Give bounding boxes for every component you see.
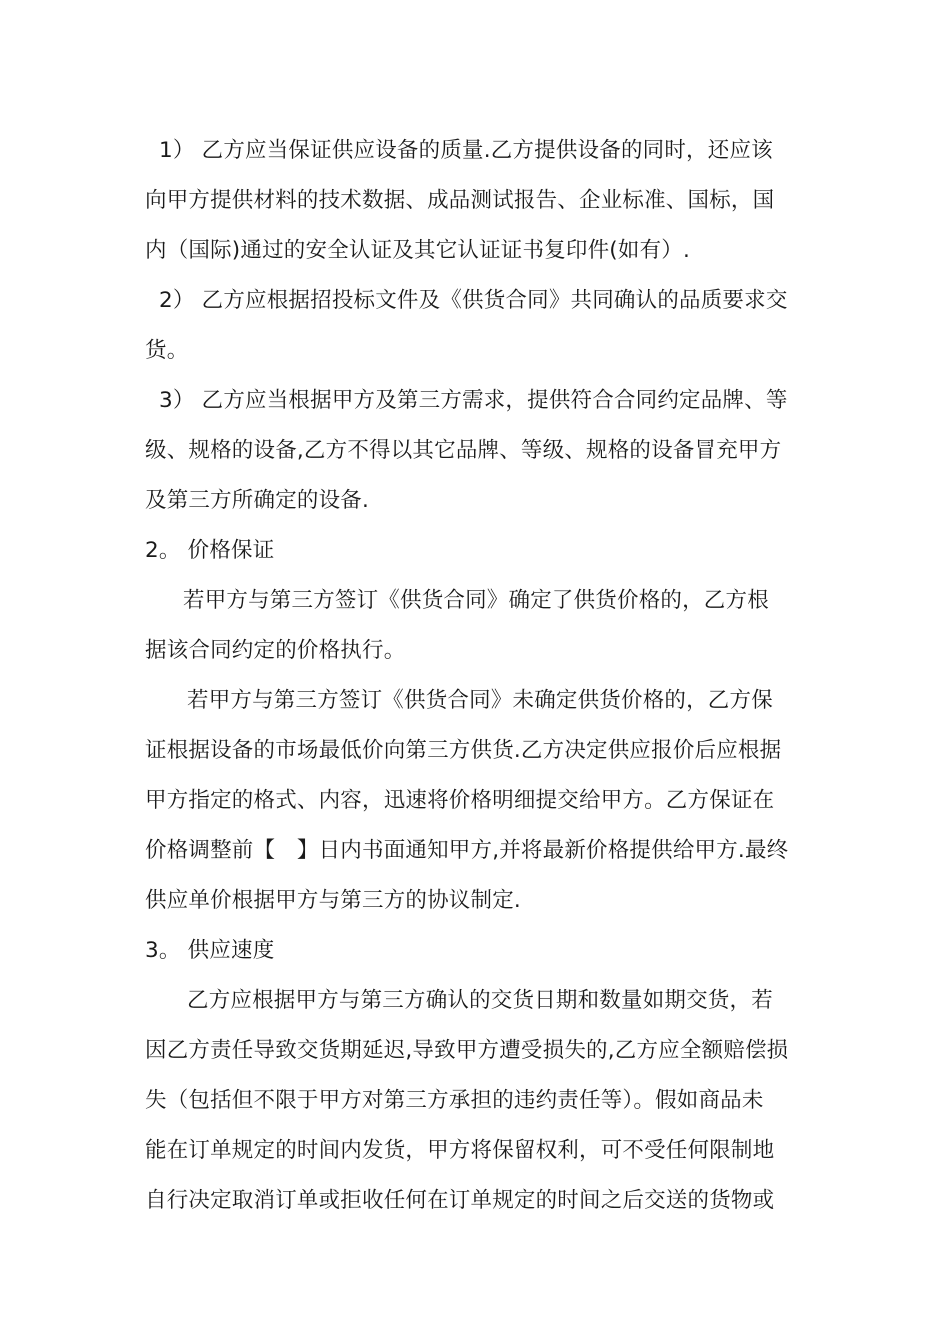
paragraph-line: 级、规格的设备,乙方不得以其它品牌、等级、规格的设备冒充甲方 <box>145 438 782 463</box>
paragraph-line: 2） 乙方应根据招投标文件及《供货合同》共同确认的品质要求交 <box>159 288 788 313</box>
paragraph-line: 及第三方所确定的设备. <box>145 488 370 513</box>
paragraph-line: 自行决定取消订单或拒收任何在订单规定的时间之后交送的货物或 <box>145 1188 775 1213</box>
paragraph-line: 内（国际)通过的安全认证及其它认证证书复印件(如有）. <box>145 238 691 263</box>
paragraph-line: 因乙方责任导致交货期延迟,导致甲方遭受损失的,乙方应全额赔偿损 <box>145 1038 789 1063</box>
paragraph-line: 甲方指定的格式、内容，迅速将价格明细提交给甲方。乙方保证在 <box>145 788 775 813</box>
section-heading: 3。 供应速度 <box>145 938 275 963</box>
paragraph-line: 若甲方与第三方签订《供货合同》未确定供货价格的，乙方保 <box>187 688 773 713</box>
paragraph-line: 价格调整前【 】日内书面通知甲方,并将最新价格提供给甲方.最终 <box>145 838 789 863</box>
paragraph-line: 失（包括但不限于甲方对第三方承担的违约责任等）。假如商品未 <box>145 1088 764 1113</box>
paragraph-line: 据该合同约定的价格执行。 <box>145 638 406 663</box>
paragraph-line: 供应单价根据甲方与第三方的协议制定. <box>145 888 521 913</box>
document-body <box>145 126 810 1226</box>
paragraph-line: 若甲方与第三方签订《供货合同》确定了供货价格的，乙方根 <box>183 588 769 613</box>
paragraph-line: 证根据设备的市场最低价向第三方供货.乙方决定供应报价后应根据 <box>145 738 782 763</box>
paragraph-line: 3） 乙方应当根据甲方及第三方需求，提供符合合同约定品牌、等 <box>159 388 788 413</box>
paragraph-line: 1） 乙方应当保证供应设备的质量.乙方提供设备的同时，还应该 <box>159 138 773 163</box>
paragraph-line: 乙方应根据甲方与第三方确认的交货日期和数量如期交货，若 <box>187 988 773 1013</box>
paragraph-line: 能在订单规定的时间内发货，甲方将保留权利，可不受任何限制地 <box>145 1138 775 1163</box>
paragraph-line: 向甲方提供材料的技术数据、成品测试报告、企业标准、国标，国 <box>145 188 775 213</box>
paragraph-line: 货。 <box>145 338 189 363</box>
section-heading: 2。 价格保证 <box>145 538 275 563</box>
